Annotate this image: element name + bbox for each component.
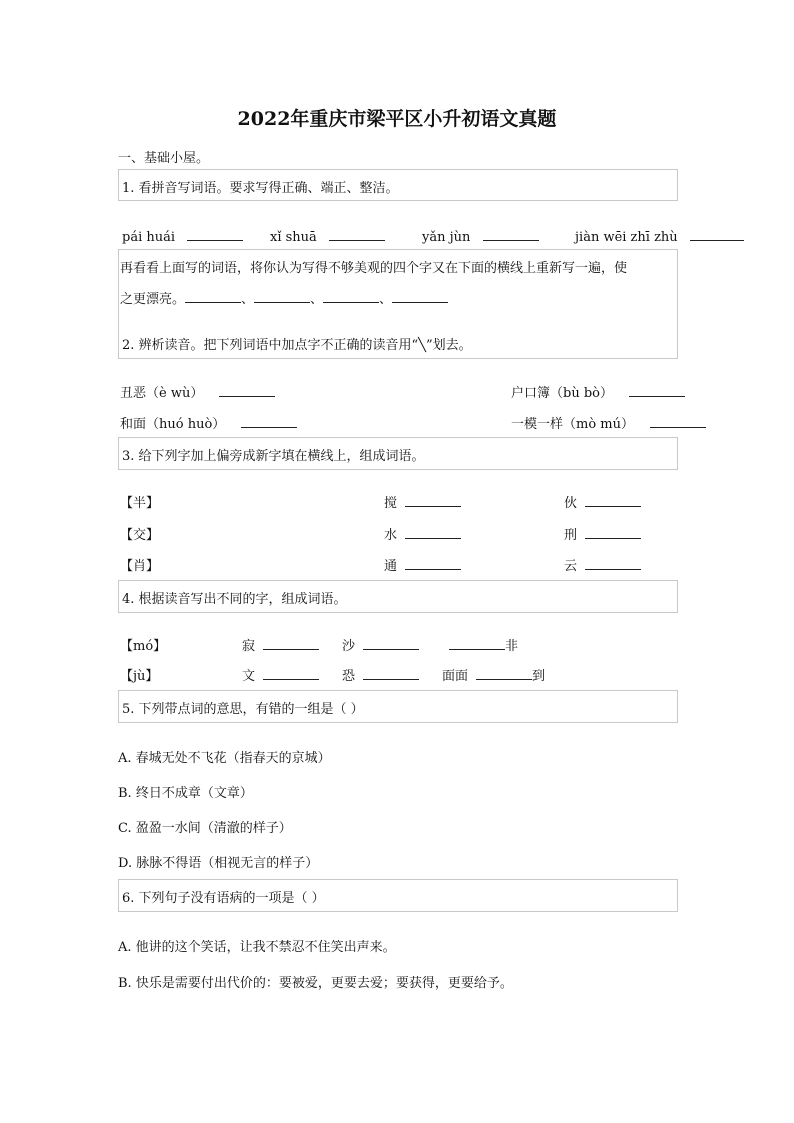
option-a[interactable]: A. 他讲的这个笑话，让我不禁忍不住笑出声来。 <box>118 940 396 955</box>
radical-item <box>564 492 641 511</box>
separator: 、 <box>310 292 324 307</box>
answer-blank[interactable] <box>585 526 641 539</box>
answer-blank[interactable] <box>405 494 461 507</box>
homophone-char: 寂 <box>242 639 256 654</box>
pronunciation-text: 丑恶（è wù） <box>120 386 204 401</box>
answer-blank[interactable] <box>629 384 685 397</box>
pinyin-item <box>575 228 744 245</box>
homophone-char: 非 <box>505 639 519 654</box>
rewrite-instruction-end: 之更漂亮。 <box>120 292 186 307</box>
radical-char: 通 <box>384 559 398 574</box>
pronunciation-item <box>120 413 297 432</box>
answer-blank[interactable] <box>219 384 275 397</box>
radical-key: 【半】 <box>120 496 160 511</box>
pinyin-key: 【mó】 <box>120 639 167 654</box>
answer-blank[interactable] <box>405 526 461 539</box>
homophone-item <box>449 635 518 654</box>
answer-blank[interactable] <box>650 415 706 428</box>
radical-char: 刑 <box>564 528 578 543</box>
answer-blank[interactable] <box>185 290 241 303</box>
homophone-char: 面面 <box>442 669 469 684</box>
pinyin-text: jiàn wēi zhī zhù <box>575 230 678 245</box>
section-heading: 一、基础小屋。 <box>118 151 210 166</box>
option-b[interactable]: B. 终日不成章（文章） <box>118 786 253 801</box>
answer-blank[interactable] <box>585 557 641 570</box>
pronunciation-text: 和面（huó huò） <box>120 417 226 432</box>
pinyin-key: 【jù】 <box>120 669 159 684</box>
rewrite-line <box>120 288 448 307</box>
question-4-prompt: 4. 根据读音写出不同的字，组成词语。 <box>122 592 347 607</box>
homophone-item <box>342 665 419 684</box>
separator: 、 <box>379 292 393 307</box>
homophone-item <box>442 665 545 684</box>
pronunciation-text: 户口簿（bù bò） <box>511 386 613 401</box>
pinyin-item <box>270 228 385 245</box>
pinyin-text: yǎn jùn <box>422 230 471 245</box>
homophone-char: 到 <box>532 669 546 684</box>
answer-blank[interactable] <box>254 290 310 303</box>
pinyin-text: xǐ shuā <box>270 230 317 245</box>
question-1-prompt: 1. 看拼音写词语。要求写得正确、端正、整洁。 <box>122 181 399 196</box>
pinyin-item <box>122 228 243 245</box>
answer-blank[interactable] <box>263 667 319 680</box>
homophone-char: 恐 <box>342 669 356 684</box>
pinyin-text: pái huái <box>122 230 176 245</box>
homophone-item <box>242 665 319 684</box>
homophone-item <box>242 635 319 654</box>
answer-blank[interactable] <box>449 637 505 650</box>
homophone-char: 文 <box>242 669 256 684</box>
pronunciation-item <box>511 382 685 401</box>
answer-blank[interactable] <box>323 290 379 303</box>
question-2-prompt: 2. 辨析读音。把下列词语中加点字不正确的读音用“╲”划去。 <box>122 338 472 353</box>
answer-blank[interactable] <box>329 228 385 241</box>
pronunciation-item <box>511 413 706 432</box>
answer-blank[interactable] <box>187 228 243 241</box>
radical-char: 搅 <box>384 496 398 511</box>
option-a[interactable]: A. 春城无处不飞花（指春天的京城） <box>118 751 331 766</box>
homophone-char: 沙 <box>342 639 356 654</box>
radical-item <box>384 524 461 543</box>
separator: 、 <box>241 292 255 307</box>
page-title: 2022年重庆市梁平区小升初语文真题 <box>237 108 557 130</box>
pronunciation-item <box>120 382 275 401</box>
answer-blank[interactable] <box>241 415 297 428</box>
rewrite-instruction: 再看看上面写的词语，将你认为写得不够美观的四个字又在下面的横线上重新写一遍，使 <box>120 261 628 276</box>
radical-char: 伙 <box>564 496 578 511</box>
radical-key: 【交】 <box>120 528 160 543</box>
answer-blank[interactable] <box>405 557 461 570</box>
answer-blank[interactable] <box>392 290 448 303</box>
pinyin-item <box>422 228 539 245</box>
answer-blank[interactable] <box>483 228 539 241</box>
radical-item <box>384 492 461 511</box>
pronunciation-text: 一模一样（mò mú） <box>511 417 634 432</box>
radical-item <box>384 555 461 574</box>
option-c[interactable]: C. 盈盈一水间（清澈的样子） <box>118 821 292 836</box>
question-5-prompt: 5. 下列带点词的意思，有错的一组是（ ） <box>122 702 364 717</box>
answer-blank[interactable] <box>263 637 319 650</box>
radical-item <box>564 555 641 574</box>
question-3-prompt: 3. 给下列字加上偏旁成新字填在横线上，组成词语。 <box>122 449 425 464</box>
radical-key: 【肖】 <box>120 559 160 574</box>
answer-blank[interactable] <box>690 228 744 241</box>
homophone-item <box>342 635 419 654</box>
answer-blank[interactable] <box>363 637 419 650</box>
answer-blank[interactable] <box>476 667 532 680</box>
option-d[interactable]: D. 脉脉不得语（相视无言的样子） <box>118 856 319 871</box>
question-6-prompt: 6. 下列句子没有语病的一项是（ ） <box>122 891 325 906</box>
answer-blank[interactable] <box>585 494 641 507</box>
option-b[interactable]: B. 快乐是需要付出代价的：要被爱，更要去爱；要获得，更要给予。 <box>118 976 513 991</box>
radical-item <box>564 524 641 543</box>
answer-blank[interactable] <box>363 667 419 680</box>
radical-char: 云 <box>564 559 578 574</box>
radical-char: 水 <box>384 528 398 543</box>
